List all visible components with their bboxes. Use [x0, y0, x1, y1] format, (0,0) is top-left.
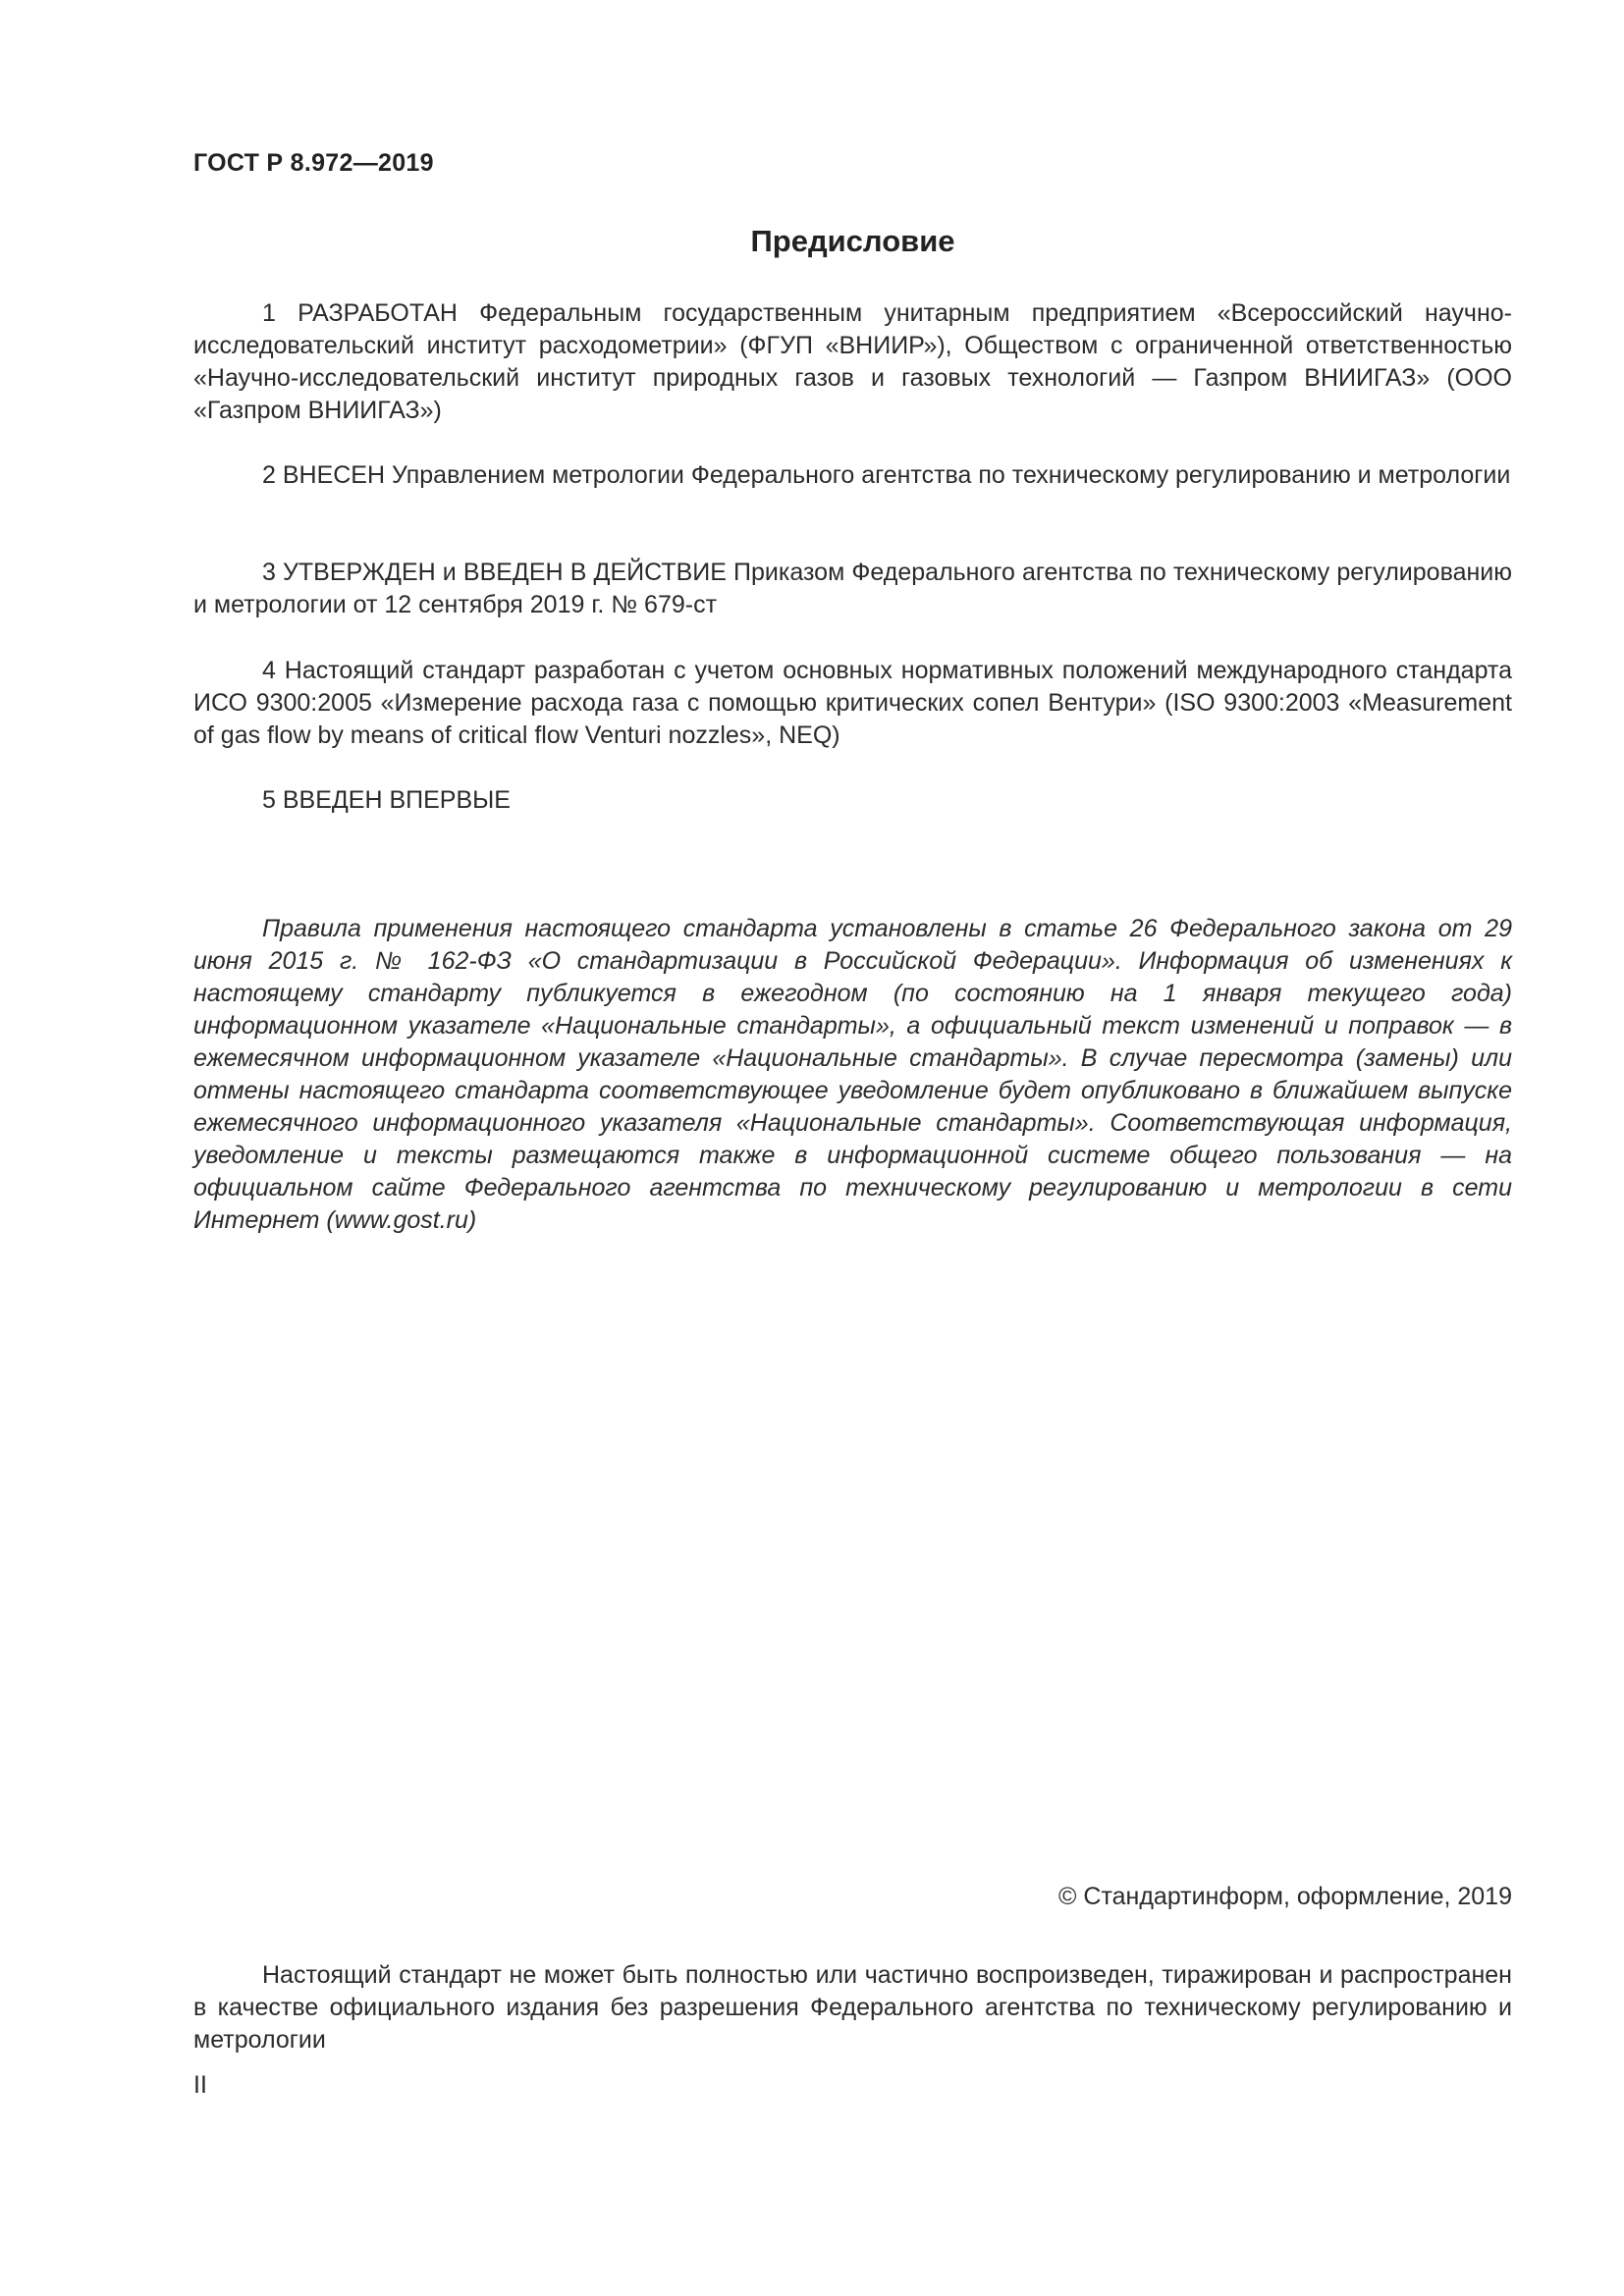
copyright-line: © Стандартинформ, оформление, 2019	[1058, 1883, 1512, 1910]
page-number: II	[193, 2071, 207, 2099]
foreword-item-developed: 1 РАЗРАБОТАН Федеральным государственным унитарным предприятием «Всероссийский научно-исследовательский институт расходометрии» (ФГУП «ВНИИР»), Обществом с ограниченной ответственностью «Научно-исследовательский институт природных газов и газовых технологий — Газпром ВНИИГАЗ» (ООО «Газпром ВНИИГАЗ»)	[193, 299, 1512, 424]
page-title: Предисловие	[750, 224, 955, 258]
foreword-item-approved: 3 УТВЕРЖДЕН и ВВЕДЕН В ДЕЙСТВИЕ Приказом Федерального агентства по техническому регулированию и метрологии от 12 сентября 2019 г. № 679-ст	[193, 559, 1512, 618]
foreword-item-basis: 4 Настоящий стандарт разработан с учетом основных нормативных положений международного стандарта ИСО 9300:2005 «Измерение расхода газа с помощью критических сопел Вентури» (ISO 9300:2003 «Measurement of gas flow by means of critical flow Venturi nozzles», NEQ)	[193, 657, 1512, 749]
application-rules-notice: Правила применения настоящего стандарта установлены в статье 26 Федерального закона от 29 июня 2015 г. № 162-ФЗ «О стандартизации в Российской Федерации». Информация об изменениях к настоящему стандарту публикуется в ежегодном (по состоянию на 1 января текущего года) информационном указателе «Национальные стандарты», а официальный текст изменений и поправок — в ежемесячном информационном указателе «Национальные стандарты». В случае пересмотра (замены) или отмены настоящего стандарта соответствующее уведомление будет опубликовано в ближайшем выпуске ежемесячного информационного указателя «Национальные стандарты». Соответствующая информация, уведомление и тексты размещаются также в информационной системе общего пользования — на официальном сайте Федерального агентства по техническому регулированию и метрологии в сети Интернет (www.gost.ru)	[193, 915, 1512, 1234]
standard-code-header: ГОСТ Р 8.972—2019	[193, 149, 434, 177]
foreword-item-introduced: 5 ВВЕДЕН ВПЕРВЫЕ	[262, 786, 511, 814]
foreword-item-submitted: 2 ВНЕСЕН Управлением метрологии Федерального агентства по техническому регулированию и метрологии	[262, 461, 1511, 489]
reproduction-notice: Настоящий стандарт не может быть полностью или частично воспроизведен, тиражирован и распространен в качестве официального издания без разрешения Федерального агентства по техническому регулированию и метрологии	[193, 1961, 1512, 2054]
